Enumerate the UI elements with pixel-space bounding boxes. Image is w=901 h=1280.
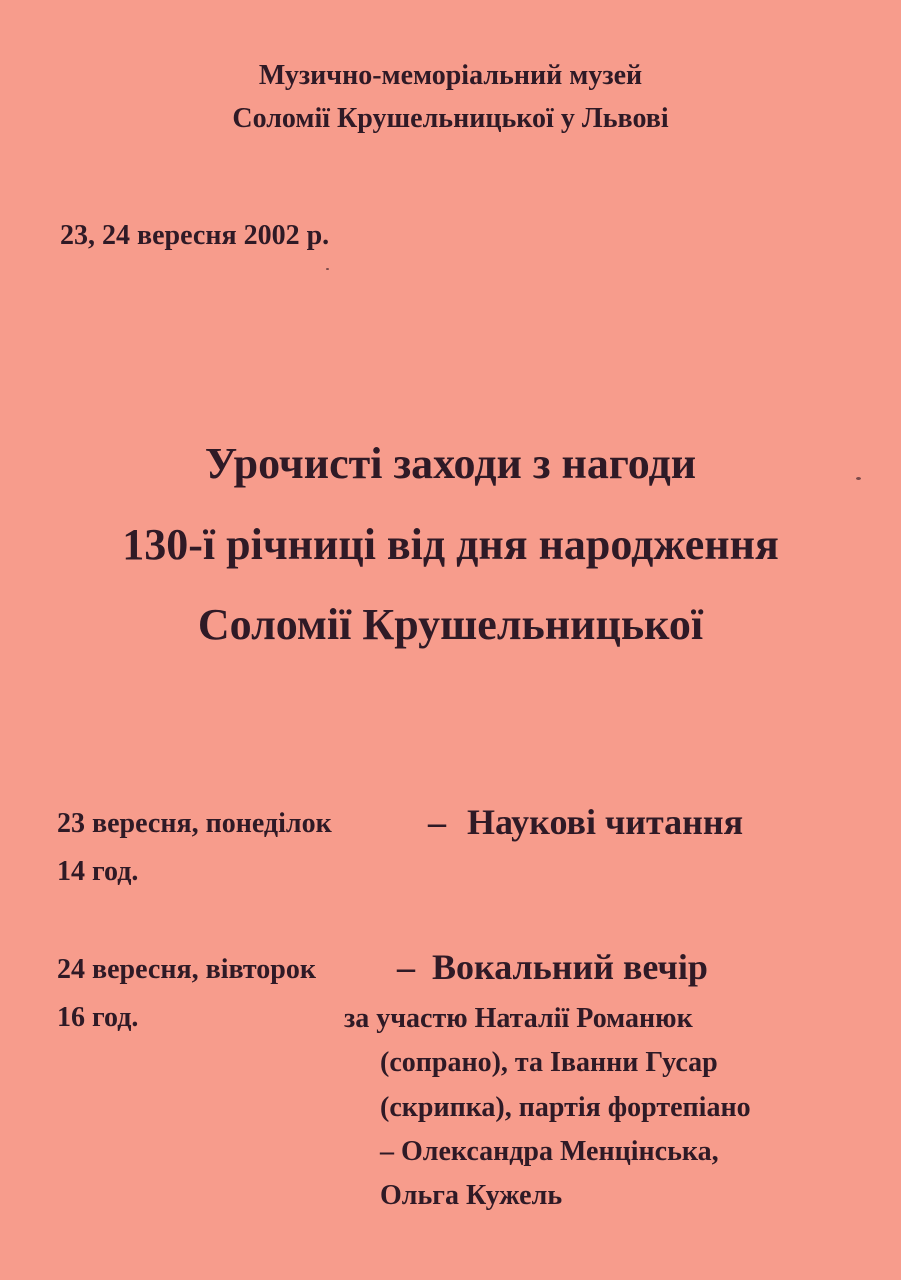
event-2-time: 16 год. (57, 1002, 139, 1033)
event-2-detail-line-3: (скрипка), партія фортепіано (380, 1092, 751, 1123)
event-2-title: Вокальний вечір (432, 947, 708, 987)
event-1-title: Наукові читання (467, 802, 744, 842)
event-2-dash: – (397, 947, 415, 987)
event-2-detail-line-1: за участю Наталії Романюк (344, 1003, 693, 1034)
event-dates: 23, 24 вересня 2002 р. (60, 220, 330, 251)
event-1-dash: – (428, 802, 446, 842)
headline-line-3: Соломії Крушельницької (197, 600, 704, 649)
paper-speck (326, 268, 329, 270)
event-2-date: 24 вересня, вівторок (57, 954, 317, 985)
event-2-detail-line-5: Ольга Кужель (380, 1180, 563, 1211)
event-1-date: 23 вересня, понеділок (57, 808, 332, 839)
headline-line-1: Урочисті заходи з нагоди (204, 439, 697, 488)
headline-line-2: 130-ї річниці від дня народження (122, 520, 779, 569)
museum-name-line-2: Соломії Крушельницької у Львові (232, 103, 669, 134)
paper-speck (856, 477, 861, 480)
museum-name-line-1: Музично-меморіальний музей (258, 60, 643, 91)
event-2-detail-line-2: (сопрано), та Іванни Гусар (380, 1047, 718, 1078)
event-2-detail-line-4: – Олександра Менцінська, (380, 1136, 719, 1167)
event-1-time: 14 год. (57, 856, 139, 887)
